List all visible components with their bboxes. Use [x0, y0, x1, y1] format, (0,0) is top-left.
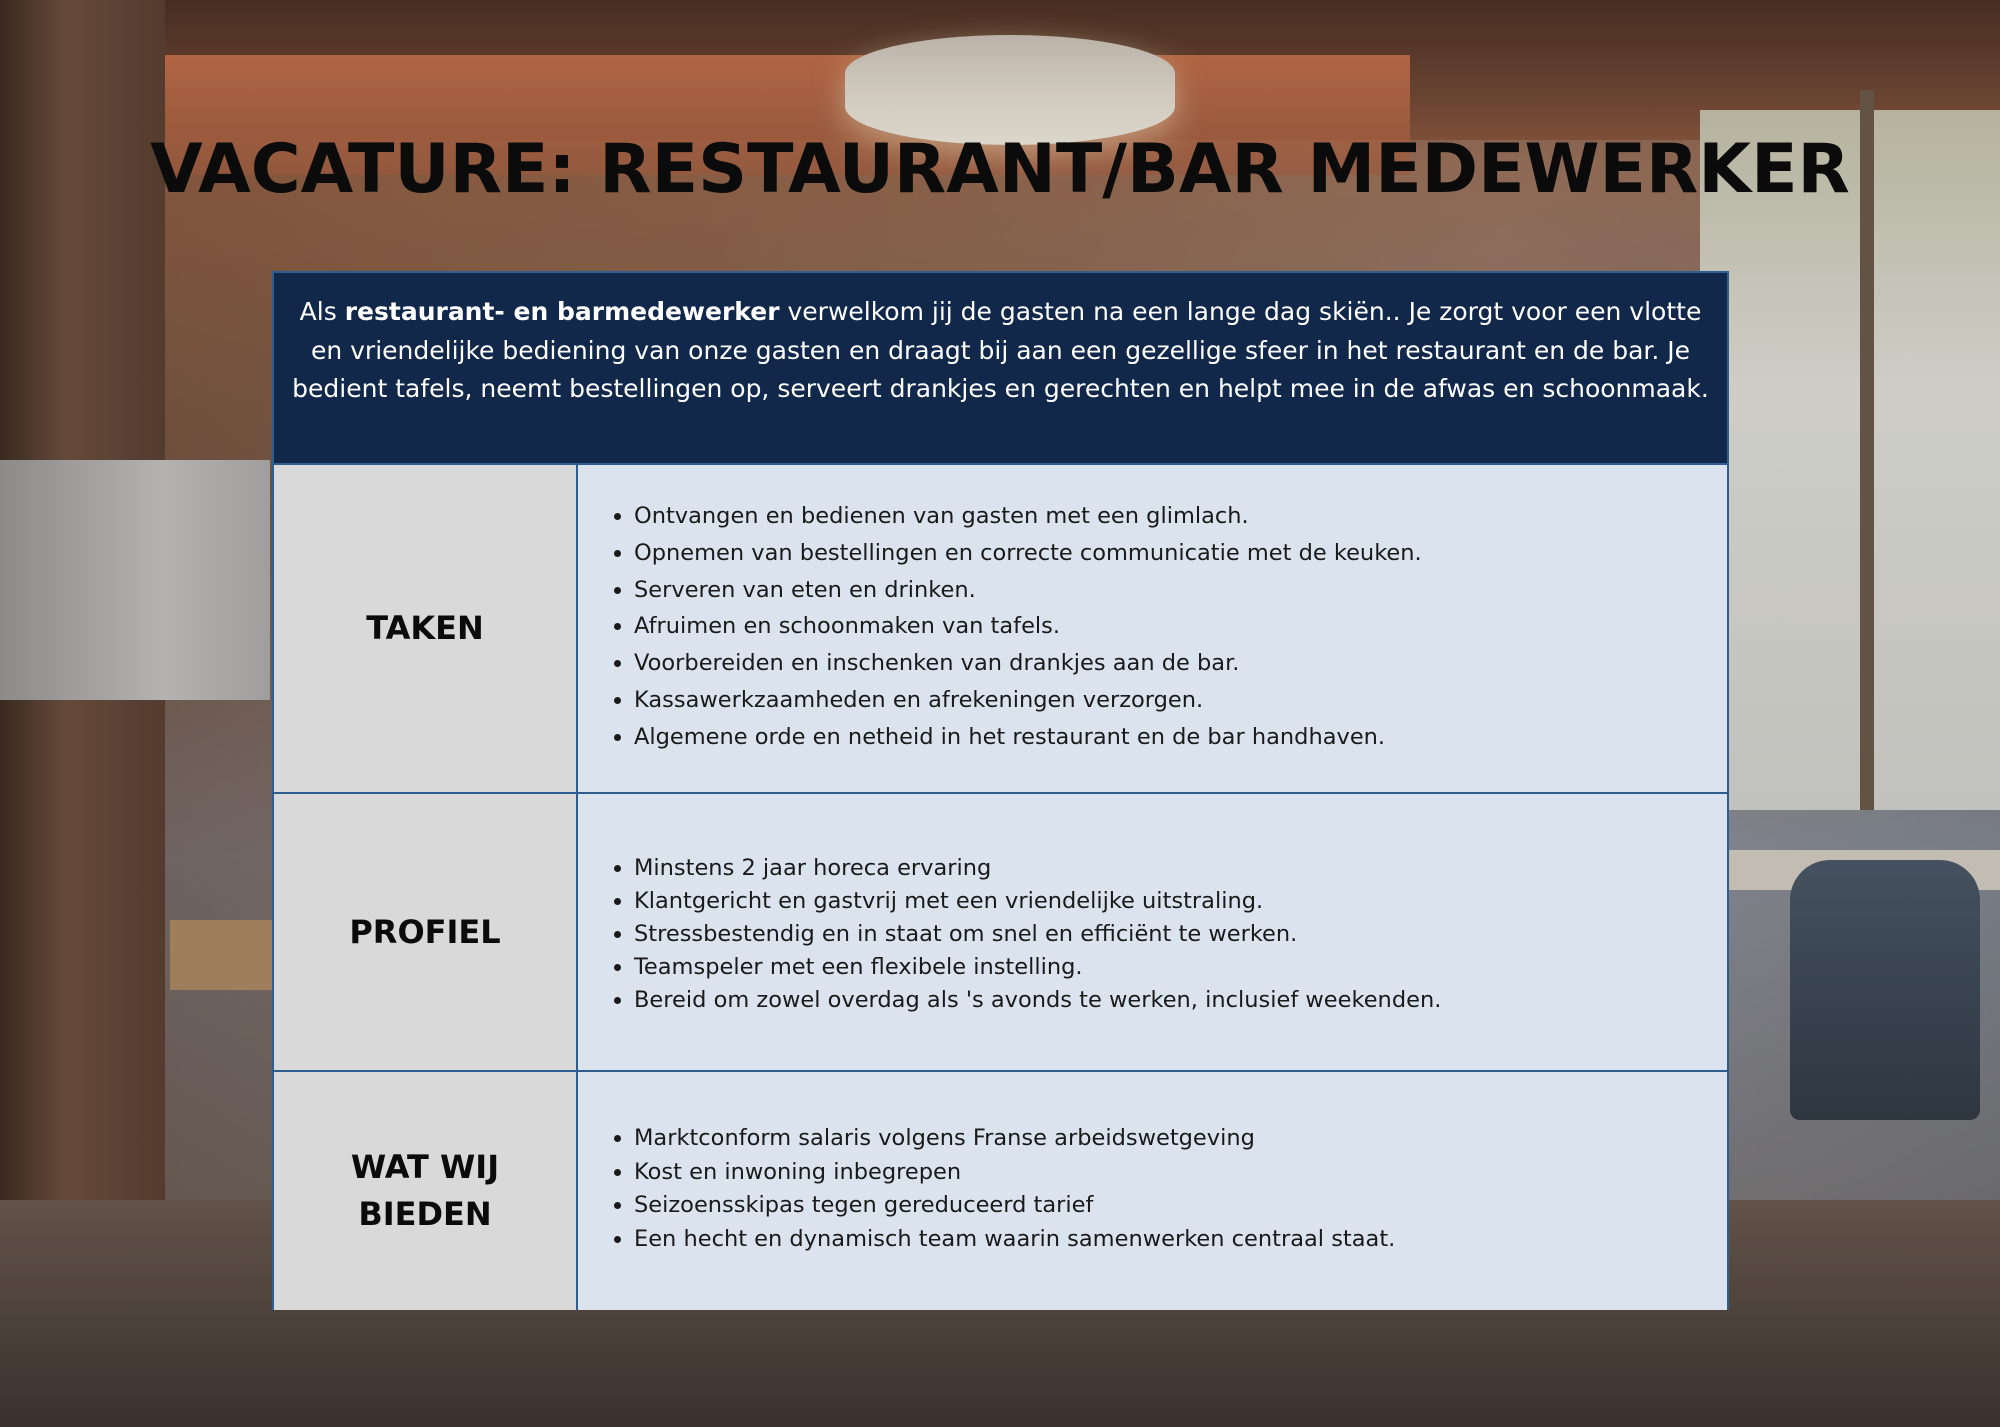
list-item: • Afruimen en schoonmaken van tafels.	[634, 608, 1422, 645]
intro-rest: verwelkom jij de gasten na een lange dag skiën.. Je zorgt voor een vlotte en vriendelijke bediening van onze gasten en draagt bij aan een gezellige sfeer in het restaurant en de bar. Je bedient tafels, neemt bestellingen op, serveert drankjes en gerechten en helpt mee in de afwas en schoonmaak.	[292, 297, 1709, 403]
section-content-profiel	[578, 794, 1727, 1070]
vacancy-table	[272, 271, 1729, 1310]
list-item: • Teamspeler met een flexibele instelling.	[634, 951, 1441, 984]
list-item: • Ontvangen en bedienen van gasten met een glimlach.	[634, 498, 1422, 535]
list-item: • Opnemen van bestellingen en correcte communicatie met de keuken.	[634, 535, 1422, 572]
list-item: • Bereid om zowel overdag als 's avonds te werken, inclusief weekenden.	[634, 984, 1441, 1017]
list-item: • Marktconform salaris volgens Franse arbeidswetgeving	[634, 1122, 1395, 1156]
list-item: • Kost en inwoning inbegrepen	[634, 1156, 1395, 1190]
section-label-cell	[274, 794, 578, 1070]
list-item: • Voorbereiden en inschenken van drankjes aan de bar.	[634, 645, 1422, 682]
section-content-bieden	[578, 1072, 1727, 1310]
section-label-taken: TAKEN	[366, 609, 484, 647]
section-bieden	[274, 1070, 1727, 1310]
list-item: • Algemene orde en netheid in het restaurant en de bar handhaven.	[634, 719, 1422, 756]
list-item: • Minstens 2 jaar horeca ervaring	[634, 852, 1441, 885]
label-line: BIEDEN	[358, 1195, 492, 1233]
section-label-cell	[274, 1072, 578, 1310]
label-line: WAT WIJ	[350, 1148, 500, 1186]
section-profiel	[274, 792, 1727, 1070]
section-label-profiel: PROFIEL	[349, 912, 501, 951]
section-content-taken	[578, 465, 1727, 792]
list-item: • Een hecht en dynamisch team waarin samenwerken centraal staat.	[634, 1223, 1395, 1257]
list-item: • Kassawerkzaamheden en afrekeningen verzorgen.	[634, 682, 1422, 719]
offer-list	[606, 1122, 1395, 1256]
list-item: • Stressbestendig en in staat om snel en efficiënt te werken.	[634, 918, 1441, 951]
section-label-cell	[274, 465, 578, 792]
page-title: VACATURE: RESTAURANT/BAR MEDEWERKER	[150, 130, 1850, 209]
list-item: • Seizoensskipas tegen gereduceerd tarief	[634, 1189, 1395, 1223]
list-item: • Klantgericht en gastvrij met een vriendelijke uitstraling.	[634, 885, 1441, 918]
intro-text	[274, 273, 1727, 463]
intro-prefix: Als	[299, 297, 345, 326]
section-label-bieden	[295, 1144, 555, 1238]
list-item: • Serveren van eten en drinken.	[634, 572, 1422, 609]
profile-list	[606, 852, 1441, 1017]
section-taken	[274, 463, 1727, 792]
task-list	[606, 498, 1422, 756]
intro-bold: restaurant- en barmedewerker	[344, 297, 780, 326]
